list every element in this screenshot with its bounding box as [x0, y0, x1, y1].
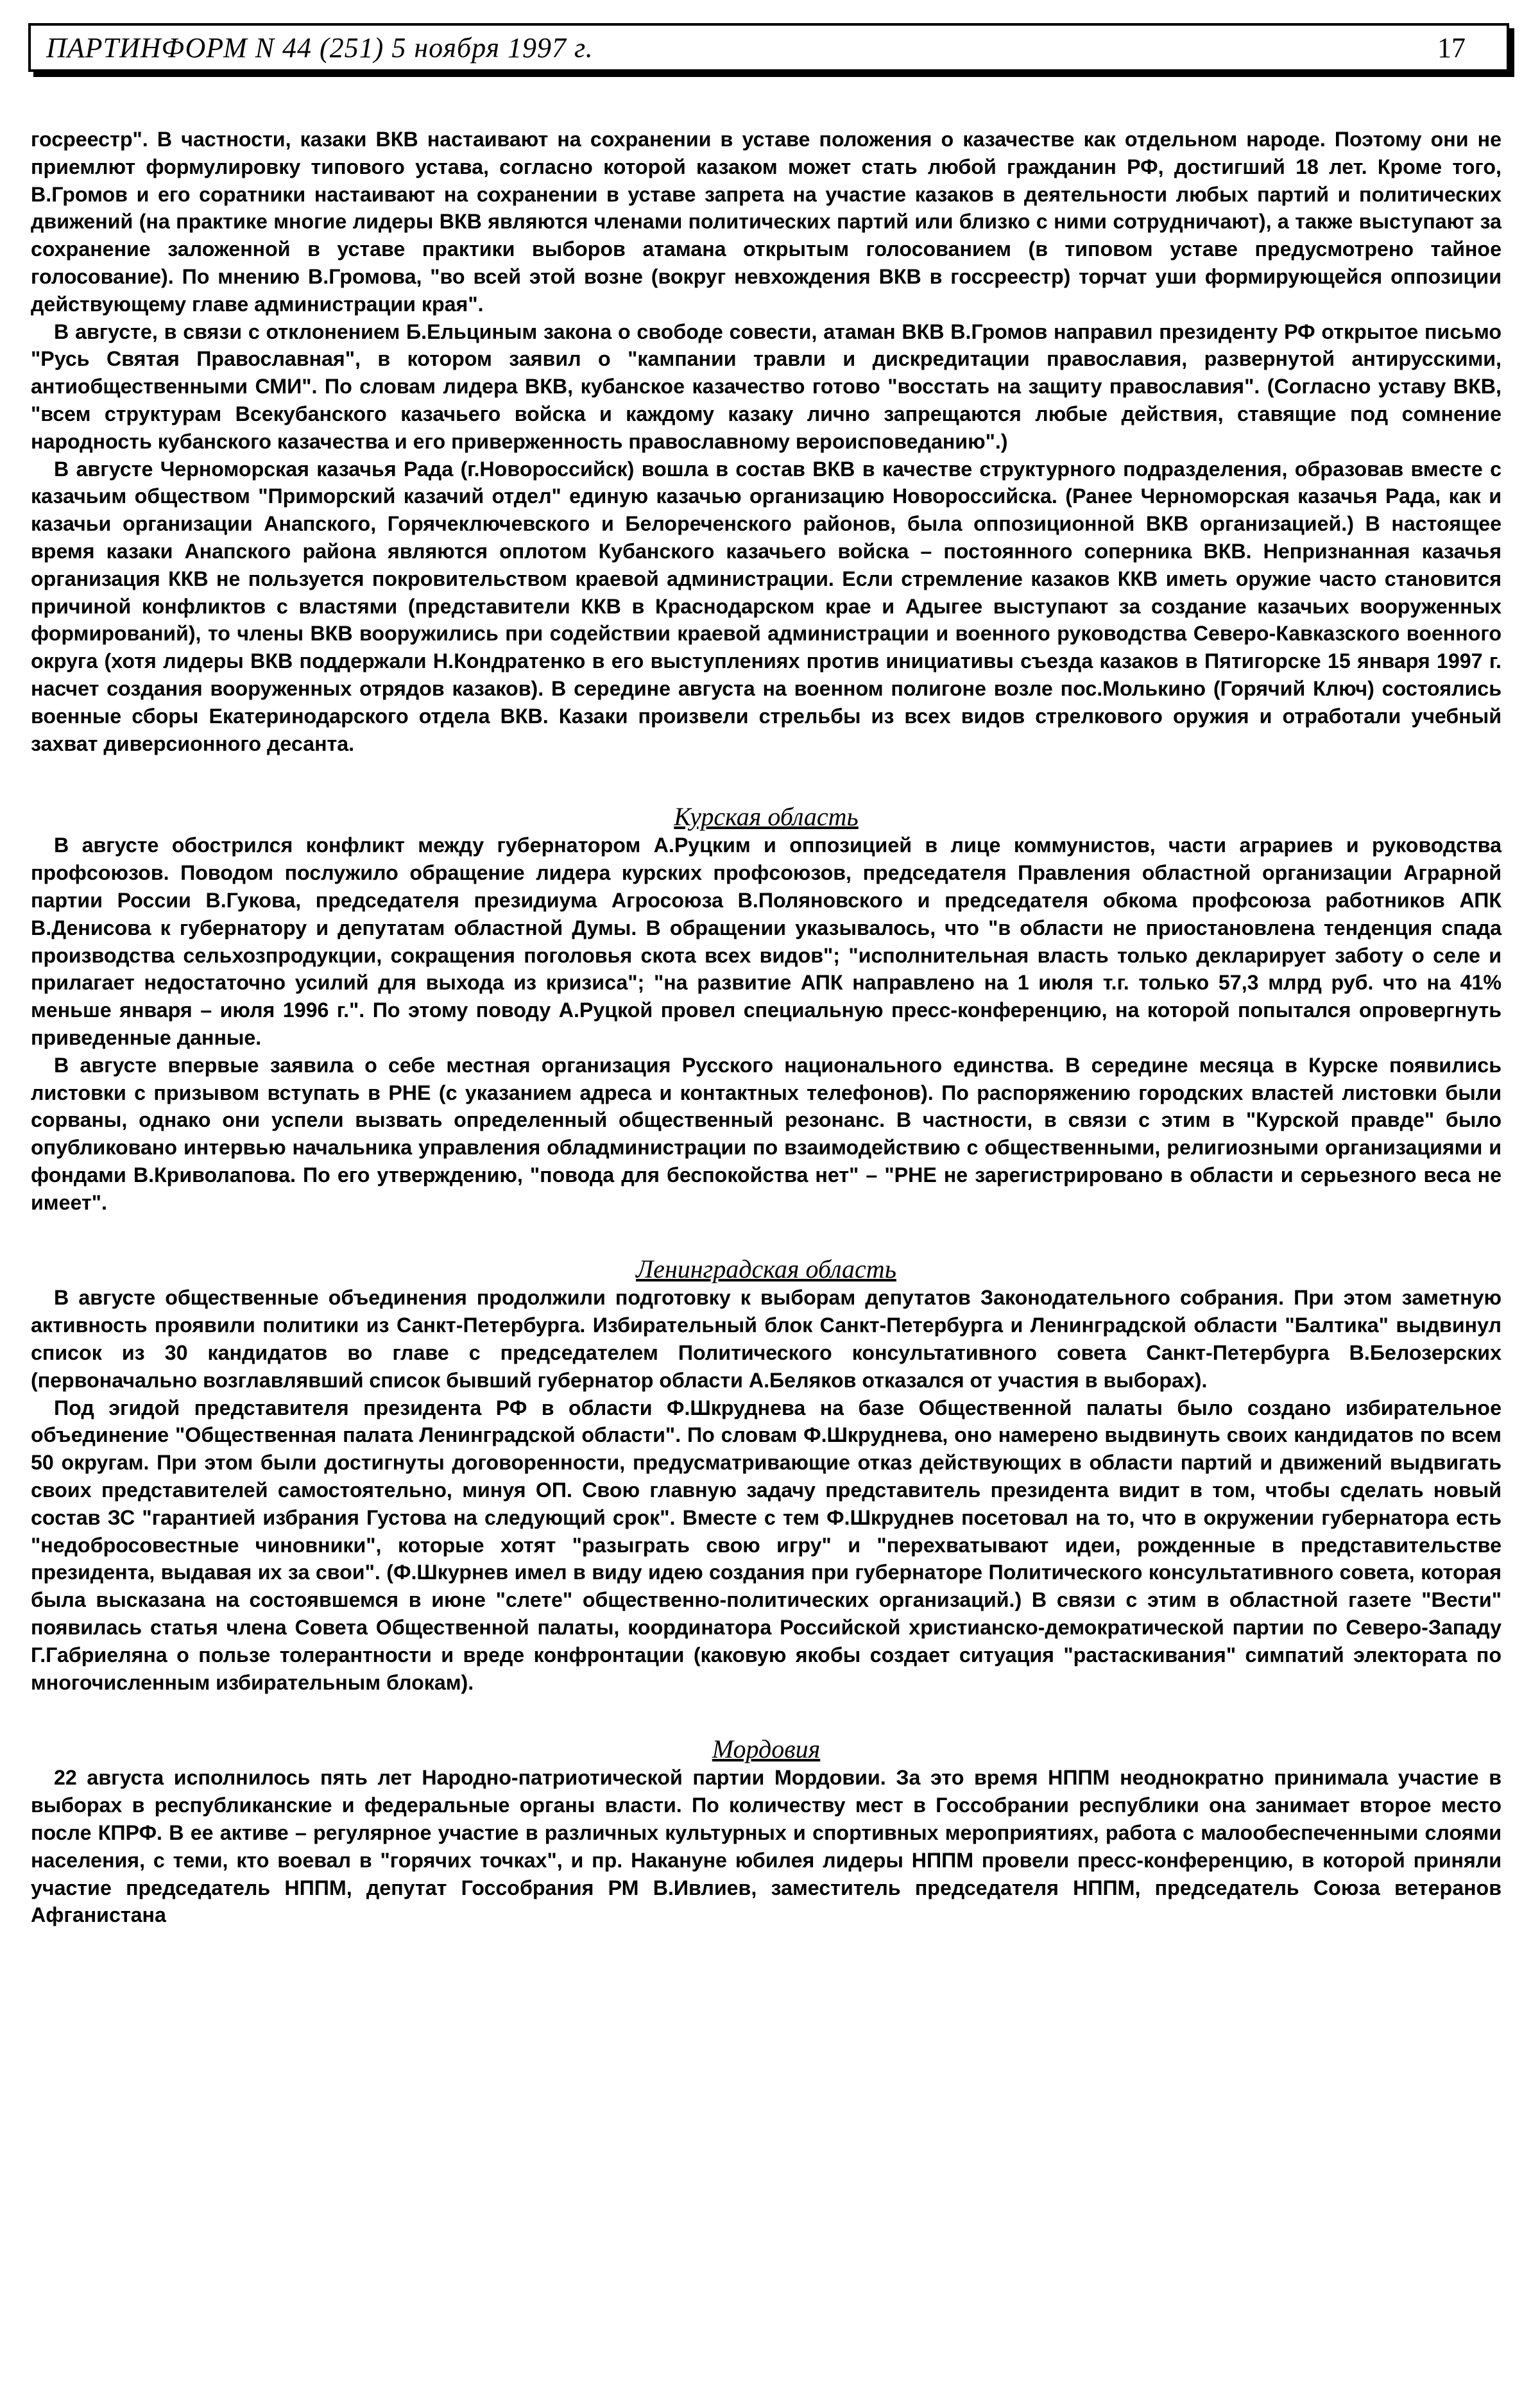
page-header [28, 23, 1509, 72]
paragraph: В августе общественные объединения продолжили подготовку к выборам депутатов Законодательного собрания. При этом заметную активность проявили политики из Санкт-Петербурга. Избирательный блок Санкт-Петербурга и Ленинградской области "Балтика" выдвинул список из 30 кандидатов во главе с председателем Политического консультативного совета Санкт-Петербурга В.Белозерских (первоначально возглавлявший список бывший губернатор области А.Беляков отказался от участия в выборах). [31, 1286, 1502, 1392]
section-heading-leningrad: Ленинградская область [636, 1255, 896, 1284]
section-heading-mordovia: Мордовия [712, 1735, 821, 1764]
paragraph: В августе, в связи с отклонением Б.Ельциным закона о свободе совести, атаман ВКВ В.Громов направил президенту РФ открытое письмо "Русь Святая Православная", в котором заявил о "кампании травли и дискредитации православия, развернутой антирусскими, антиобщественными СМИ". По словам лидера ВКВ, кубанское казачество готово "восстать на защиту православия". (Согласно уставу ВКВ, "всем структурам Всекубанского казачьего войска и каждому казаку лично запрещаются любые действия, ставящие под сомнение народность кубанского казачества и его приверженность православному вероисповеданию".) [31, 320, 1502, 453]
section-heading-kursk: Курская область [674, 802, 859, 832]
page-number: 17 [1437, 31, 1466, 64]
paragraph: 22 августа исполнилось пять лет Народно-патриотической партии Мордовии. За это время НППМ неоднократно принимала участие в выборах в республиканские и федеральные органы власти. По количеству мест в Госсобрании республики она занимает второе место после КПРФ. В ее активе – регулярное участие в различных культурных и спортивных мероприятиях, работа с малообеспеченными слоями населения, с теми, кто воевал в "горячих точках", и пр. Накануне юбилея лидеры НППМ провели пресс-конференцию, в которой приняли участие председатель НППМ, депутат Госсобрания РМ В.Ивлиев, заместитель председателя НППМ, председатель Союза ветеранов Афганистана [31, 1766, 1502, 1927]
paragraph: Под эгидой представителя президента РФ в области Ф.Шкруднева на базе Общественной палаты было создано избирательное объединение "Общественная палата Ленинградской области". По словам Ф.Шкруднева, оно намерено выдвинуть своих кандидатов по всем 50 округам. При этом были достигнуты договоренности, предусматривающие отказ действующих в области партий и движений выдвигать своих представителей самостоятельно, минуя ОП. Свою главную задачу представитель президента видит в том, чтобы сделать новый состав ЗС "гарантией избрания Густова на следующий срок". Вместе с тем Ф.Шкруднев посетовал на то, что в окружении губернатора есть "недобросовестные чиновники", которые хотят "разыграть свою игру" и "перехватывают идеи, рожденные в представительстве президента, выдавая их за свои". (Ф.Шкурнев имел в виду идею создания при губернаторе Политического консультативного совета, которая была высказана на состоявшемся в июне "слете" общественно-политических организаций.) В связи с этим в областной газете "Вести" появилась статья члена Совета Общественной палаты, координатора Российской христианско-демократической партии по Северо-Западу Г.Габриеляна о пользе толерантности и вреде конфронтации (каковую якобы создает ситуация "растаскивания" симпатий электората по многочисленным избирательным блокам). [31, 1396, 1502, 1694]
paragraph: госреестр". В частности, казаки ВКВ настаивают на сохранении в уставе положения о казачестве как отдельном народе. Поэтому они не приемлют формулировку типового устава, согласно которой казаком может стать любой гражданин РФ, достигший 18 лет. Кроме того, В.Громов и его соратники настаивают на сохранении в уставе запрета на участие казаков в деятельности любых партий и политических движений (на практике многие лидеры ВКВ являются членами политических партий или близко с ними сотрудничают), а также выступают за сохранение заложенной в уставе практики выборов атамана открытым голосованием (в типовом уставе предусмотрено тайное голосование). По мнению В.Громова, "во всей этой возне (вокруг невхождения ВКВ в госсреестр) торчат уши формирующейся оппозиции действующему главе администрации края". [31, 128, 1502, 316]
paragraph: В августе обострился конфликт между губернатором А.Руцким и оппозицией в лице коммунистов, части аграриев и руководства профсоюзов. Поводом послужило обращение лидера курских профсоюзов, председателя Правления областной организации Аграрной партии России В.Гукова, председателя президиума Агросоюза В.Поляновского и председателя обкома профсоюза работников АПК В.Денисова к губернатору и депутатам областной Думы. В обращении указывалось, что "в области не приостановлена тенденция спада производства сельхозпродукции, сокращения поголовья скота всех видов"; "исполнительная власть только декларирует заботу о селе и прилагает недостаточно усилий для выхода из кризиса"; "на развитие АПК направлено на 1 июля т.г. только 57,3 млрд руб. что на 41% меньше января – июля 1996 г.". По этому поводу А.Руцкой провел специальную пресс-конференцию, на которой попытался опровергнуть приведенные данные. [31, 834, 1502, 1049]
article-body [31, 126, 1502, 1929]
publication-title: ПАРТИНФОРМ N 44 (251) 5 ноября 1997 г. [46, 31, 594, 64]
paragraph: В августе Черноморская казачья Рада (г.Новороссийск) вошла в состав ВКВ в качестве структурного подразделения, образовав вместе с казачьим обществом "Приморский казачий отдел" единую казачью организацию Новороссийска. (Ранее Черноморская казачья Рада, как и казачьи организации Анапского, Горячеключевского и Белореченского районов, была оппозиционной ВКВ организацией.) В настоящее время казаки Анапского района являются оплотом Кубанского казачьего войска – постоянного соперника ВКВ. Непризнанная казачья организация ККВ не пользуется покровительством краевой администрации. Если стремление казаков ККВ иметь оружие часто становится причиной конфликтов с властями (представители ККВ в Краснодарском крае и Адыгее выступают за создание казачьих вооруженных формирований), то члены ВКВ вооружились при содействии краевой администрации и военного руководства Северо-Кавказского военного округа (хотя лидеры ВКВ поддержали Н.Кондратенко в его выступлениях против инициативы съезда казаков в Пятигорске 15 января 1997 г. насчет создания вооруженных отрядов казаков). В середине августа на военном полигоне возле пос.Молькино (Горячий Ключ) состоялись военные сборы Екатеринодарского отдела ВКВ. Казаки произвели стрельбы из всех видов стрелкового оружия и отработали учебный захват диверсионного десанта. [31, 457, 1502, 755]
paragraph: В августе впервые заявила о себе местная организация Русского национального единства. В середине месяца в Курске появились листовки с призывом вступать в РНЕ (с указанием адреса и контактных телефонов). По распоряжению городских властей листовки были сорваны, однако они успели вызвать определенный общественный резонанс. В частности, в связи с этим в "Курской правде" было опубликовано интервью начальника управления обладминистрации по взаимодействию с общественными, религиозными организациями и фондами В.Криволапова. По его утверждению, "повода для беспокойства нет" – "РНЕ не зарегистрировано в области и серьезного веса не имеет". [31, 1053, 1502, 1214]
